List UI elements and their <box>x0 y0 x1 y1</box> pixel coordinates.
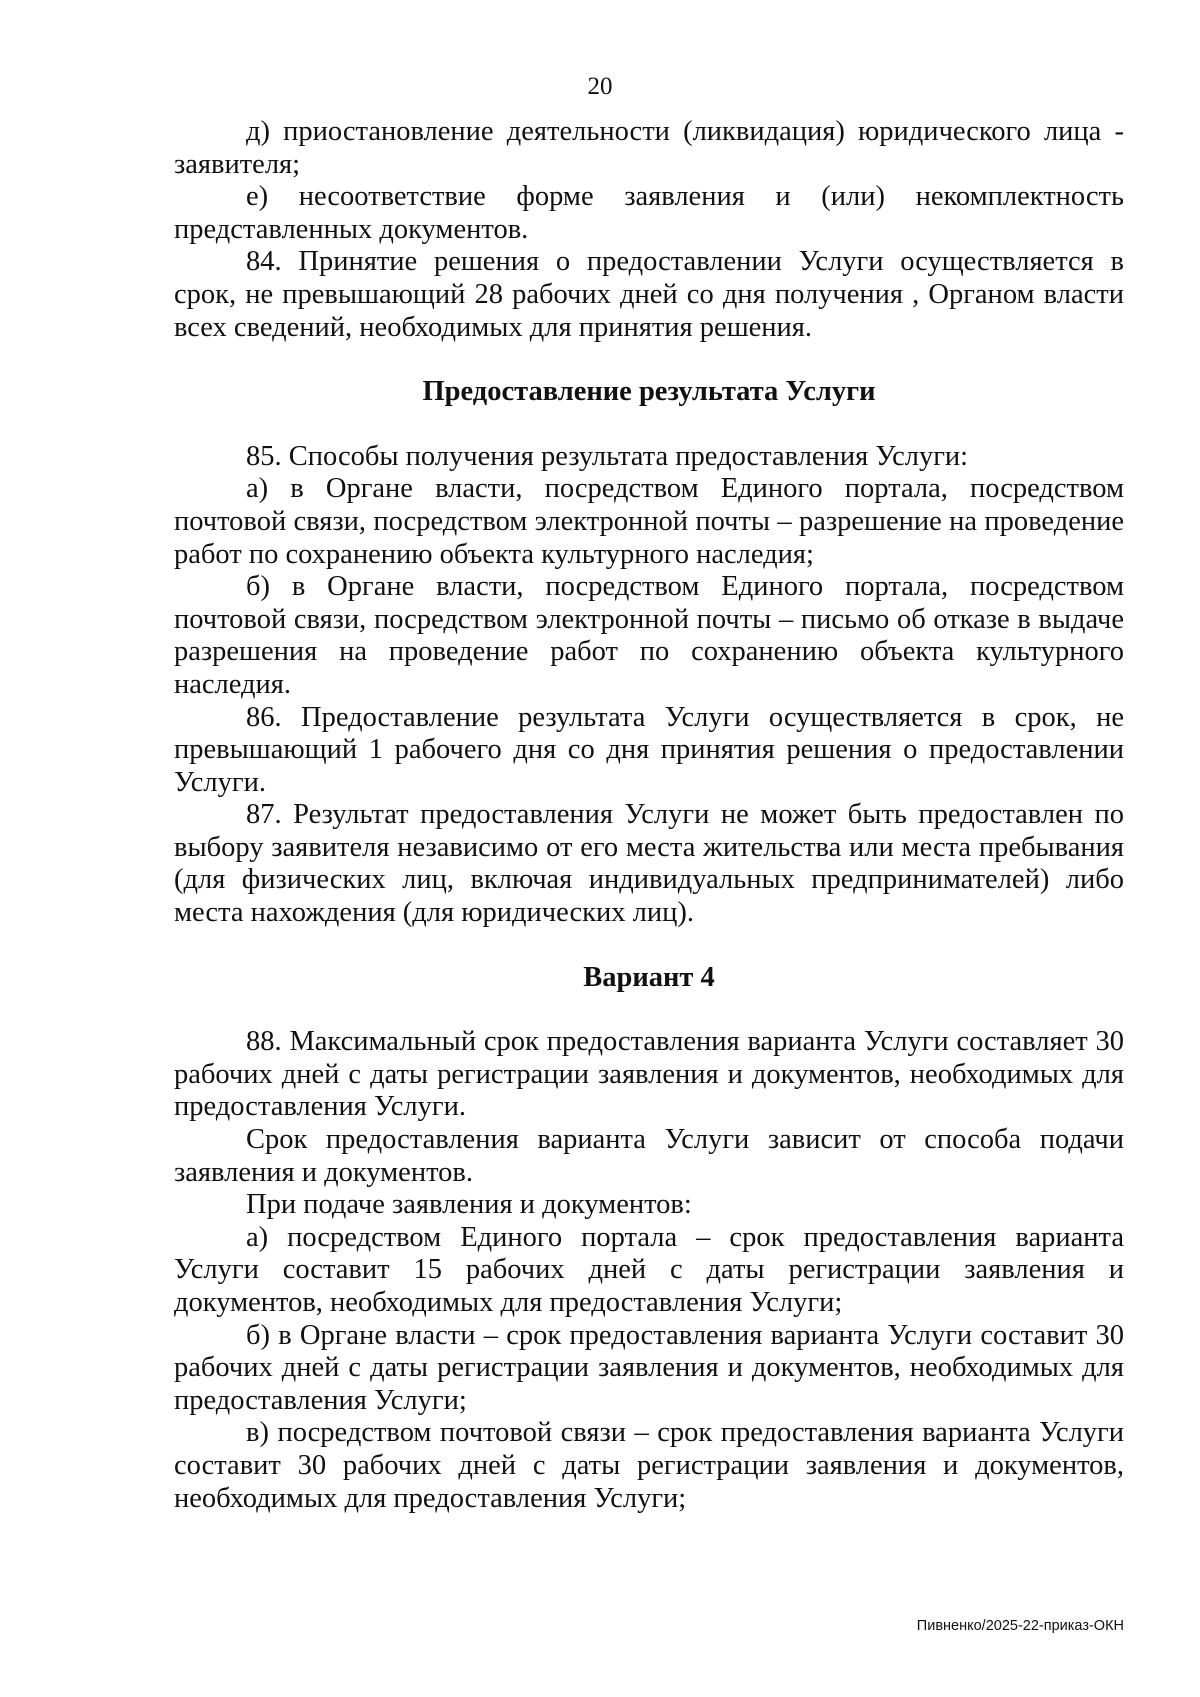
paragraph-d: д) приостановление деятельности (ликвидация) юридического лица - заявителя; <box>174 116 1124 180</box>
paragraph-88-a: а) посредством Единого портала – срок предоставления варианта Услуги составит 15 рабочих дней с даты регистрации заявления и документов, необходимых для предоставления Услуги; <box>174 1221 1124 1318</box>
paragraph-87: 87. Результат предоставления Услуги не может быть предоставлен по выбору заявителя независимо от его места жительства или места пребывания (для физических лиц, включая индивидуальных предпринимателей) либо места нахождения (для юридических лиц). <box>174 799 1124 929</box>
section-heading-variant-4: Вариант 4 <box>583 961 715 993</box>
paragraph-88-v: в) посредством почтовой связи – срок предоставления варианта Услуги составит 30 рабочих дней с даты регистрации заявления и документов, необходимых для предоставления Услуги; <box>174 1417 1124 1514</box>
paragraph-88-b: б) в Органе власти – срок предоставления варианта Услуги составит 30 рабочих дней с даты регистрации заявления и документов, необходимых для предоставления Услуги; <box>174 1319 1124 1416</box>
paragraph-84: 84. Принятие решения о предоставлении Услуги осуществляется в срок, не превышающий 28 рабочих дней со дня получения , Органом власти всех сведений, необходимых для принятия решения. <box>174 246 1124 343</box>
page-number: 20 <box>587 73 613 100</box>
section-heading-result: Предоставление результата Услуги <box>422 376 876 408</box>
paragraph-e: е) несоответствие форме заявления и (или) некомплектность представленных документов. <box>174 181 1124 245</box>
paragraph-86: 86. Предоставление результата Услуги осуществляется в срок, не превышающий 1 рабочего дня со дня принятия решения о предоставлении Услуги. <box>174 701 1124 798</box>
paragraph-85: 85. Способы получения результата предоставления Услуги: <box>246 440 969 472</box>
paragraph-85-a: а) в Органе власти, посредством Единого портала, посредством почтовой связи, посредством электронной почты – разрешение на проведение работ по сохранению объекта культурного наследия; <box>174 473 1124 570</box>
paragraph-term: Срок предоставления варианта Услуги зависит от способа подачи заявления и документов. <box>174 1124 1124 1188</box>
document-body <box>174 116 1124 1515</box>
paragraph-submission: При подаче заявления и документов: <box>246 1189 692 1221</box>
paragraph-88: 88. Максимальный срок предоставления варианта Услуги составляет 30 рабочих дней с даты регистрации заявления и документов, необходимых для предоставления Услуги. <box>174 1026 1124 1123</box>
paragraph-85-b: б) в Органе власти, посредством Единого портала, посредством почтовой связи, посредством электронной почты – письмо об отказе в выдаче разрешения на проведение работ по сохранению объекта культурного наследия. <box>174 571 1124 700</box>
document-footer-id: Пивненко/2025-22-приказ-ОКН <box>916 1618 1124 1634</box>
